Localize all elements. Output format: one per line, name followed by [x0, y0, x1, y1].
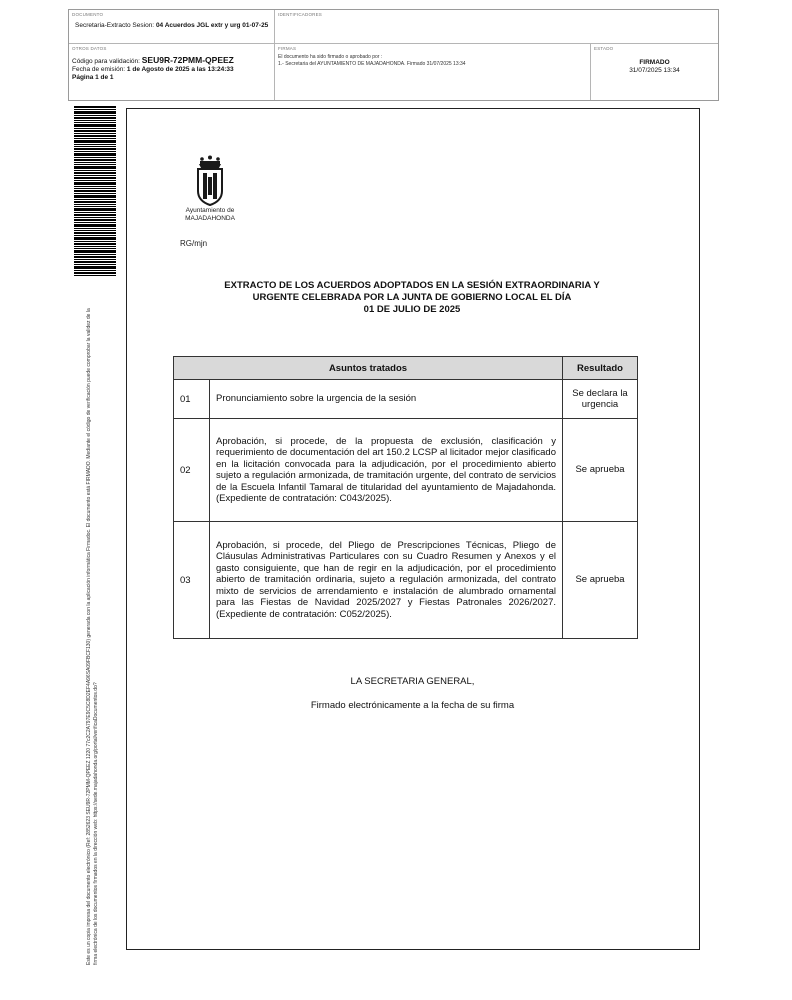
estado-date: 31/07/2025 13:34 — [629, 67, 680, 74]
identificadores-cell — [275, 10, 718, 44]
item-result: Se declara la urgencia — [563, 380, 638, 419]
item-number: 03 — [174, 522, 210, 639]
item-number: 02 — [174, 419, 210, 522]
item-description: Aprobación, si procede, de la propuesta de exclusión, clasificación y requerimiento de documentación del art 150.2 LCSP al licitador mejor clasificado en la licitación convocada para la adjudicación, por el procedimiento abierto sujeto a regulación armonizada, de tramitación urgente, del contrato de servicios de la Escuela Infantil Tamaral de titularidad del ayuntamiento de Majadahonda. (Expediente de contratación: C043/2025). — [210, 419, 563, 522]
firmas-signer: 1.- Secretaria del AYUNTAMIENTO DE MAJADAHONDA. Firmado 31/07/2025 13:34 — [278, 61, 466, 67]
header-resultado: Resultado — [563, 357, 638, 380]
item-number: 01 — [174, 380, 210, 419]
firmas-intro: El documento ha sido firmado o aprobado por : — [278, 54, 383, 60]
emission-date: Fecha de emisión: 1 de Agosto de 2025 a las 13:24:33 — [72, 66, 234, 73]
document-header — [68, 9, 719, 101]
document-title: EXTRACTO DE LOS ACUERDOS ADOPTADOS EN LA SESIÓN EXTRAORDINARIA Y URGENTE CELEBRADA POR LA JUNTA DE GOBIERNO LOCAL EL DÍA 01 DE JULIO DE 2025 — [224, 280, 600, 315]
barcode — [74, 106, 116, 276]
item-description: Pronunciamiento sobre la urgencia de la sesión — [210, 380, 563, 419]
page-count: Página 1 de 1 — [72, 74, 114, 81]
signatory-title: LA SECRETARIA GENERAL, — [350, 676, 475, 687]
validation-code: Código para validación: SEU9R-72PMM-QPEEZ — [72, 55, 234, 65]
reference-initials: RG/mjn — [180, 239, 208, 248]
header-asuntos: Asuntos tratados — [174, 357, 563, 380]
item-description: Aprobación, si procede, del Pliego de Prescripciones Técnicas, Pliego de Cláusulas Administrativas Particulares con su Cuadro Resumen y Anexos y el gasto consiguiente, que han de regir en la adjudicación, por el procedimiento abierto de tramitación ordinaria, sujeto a regulación armonizada, del contrato mixto de servicios de arrendamiento e instalación de alumbrado ornamental para las Fiestas de Navidad 2025/2027 y Fiestas Patronales 2026/2027. (Expediente de contratación: C052/2025). — [210, 522, 563, 639]
identificadores-label: IDENTIFICADORES — [278, 12, 323, 17]
estado-cell — [591, 44, 718, 100]
estado-value: FIRMADO — [639, 59, 670, 66]
firmas-cell — [275, 44, 591, 100]
table-header-row — [174, 357, 638, 380]
documento-label: DOCUMENTO — [72, 12, 104, 17]
otros-datos-label: OTROS DATOS — [72, 46, 107, 51]
table-row — [174, 522, 638, 639]
agenda-table — [173, 356, 638, 639]
documento-name: Secretaria-Extracto Sesion: 04 Acuerdos JGL extr y urg 01-07-25 — [75, 22, 269, 29]
item-result: Se aprueba — [563, 522, 638, 639]
signature-note: Firmado electrónicamente a la fecha de su firma — [310, 700, 515, 711]
municipality-name: Ayuntamiento de MAJADAHONDA — [185, 207, 235, 222]
table-row — [174, 419, 638, 522]
documento-cell — [69, 10, 275, 44]
estado-label: ESTADO — [594, 46, 614, 51]
firmas-label: FIRMAS — [278, 46, 297, 51]
table-row — [174, 380, 638, 419]
otros-datos-cell — [69, 44, 275, 100]
verification-side-text: Este es un copia impresa del documento electrónico (Ref: 2852623 SEU9R-72PMM-QPEEZ 1220 77c2C2A797E9C5C8D2EF4A96SA09FBCF130) generada con la aplicación informática Firmadoc. El documento está FIRMADO. Mediante el código de verificación puede comprobar la validez de la firma electrónica de los documentos firmados en la dirección web: https://sede.majadahonda.org/portal/verificaDocumentos.do? — [86, 308, 99, 965]
item-result: Se aprueba — [563, 419, 638, 522]
